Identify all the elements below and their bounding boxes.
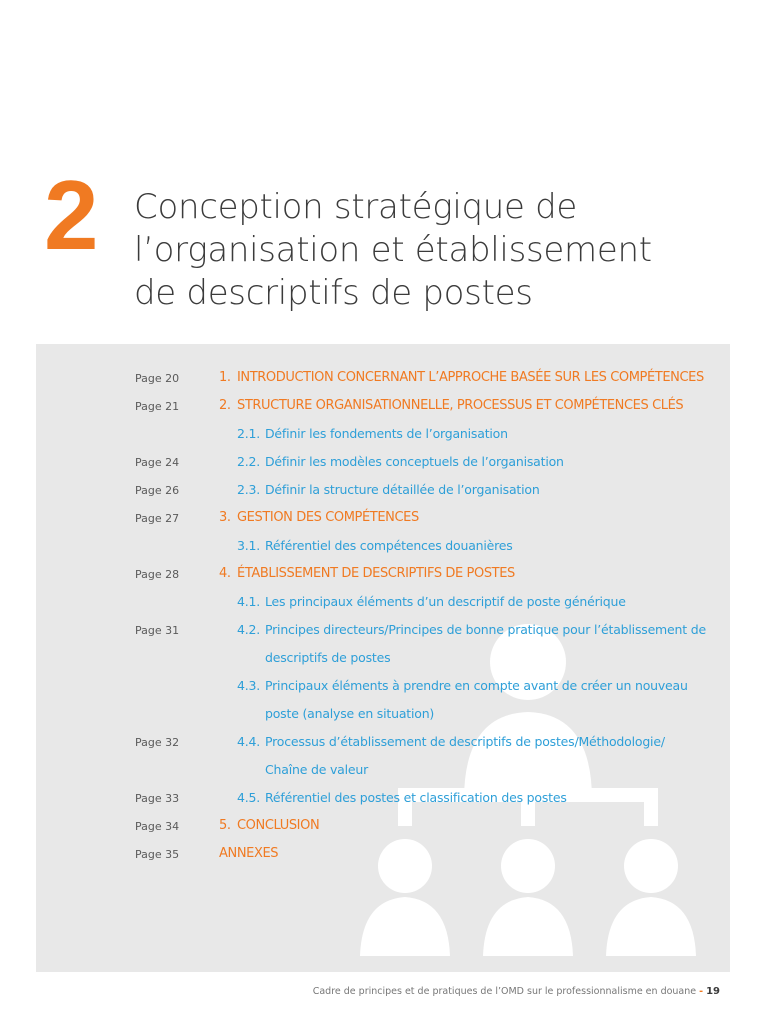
toc-number: 4.1. [237,594,261,609]
chapter-number: 2 [44,160,97,270]
toc-page-ref: Page 21 [135,400,180,413]
toc-title: ÉTABLISSEMENT DE DESCRIPTIFS DE POSTES [237,566,515,581]
toc-title: Chaîne de valeur [265,762,369,777]
toc-title: Principes directeurs/Principes de bonne pratique pour l’établissement de [265,622,706,637]
toc-number: 4.3. [237,678,261,693]
toc-number: 2.2. [237,454,261,469]
footer-text: Cadre de principes et de pratiques de l’OMD sur le professionnalisme en douane [312,986,697,997]
toc-entry[interactable] [36,592,730,612]
toc-entry[interactable] [36,620,730,640]
toc-title: ANNEXES [219,846,279,861]
toc-number: 2.1. [237,426,261,441]
toc-entry[interactable] [36,368,730,388]
toc-page-ref: Page 24 [135,456,180,469]
toc-entry[interactable] [36,704,730,724]
page-footer [313,986,720,997]
toc-number: 4.4. [237,734,261,749]
toc-entry[interactable] [36,816,730,836]
toc-entry[interactable] [36,564,730,584]
chapter-title [134,186,734,315]
toc-page-ref: Page 26 [135,484,180,497]
toc-entry[interactable] [36,844,730,864]
toc-page-ref: Page 31 [135,624,180,637]
toc-number: 3. [219,510,231,525]
toc-title: Référentiel des postes et classification des postes [265,790,567,805]
toc-entry[interactable] [36,396,730,416]
toc-number: 2.3. [237,482,261,497]
toc-page-ref: Page 28 [135,568,180,581]
toc-title: Les principaux éléments d’un descriptif de poste générique [265,594,626,609]
toc-entry[interactable] [36,732,730,752]
toc-entry[interactable] [36,480,730,500]
toc-number: 1. [219,370,231,385]
toc-title: Définir les modèles conceptuels de l’organisation [265,454,564,469]
toc-page-ref: Page 35 [135,848,180,861]
toc-title: Processus d’établissement de descriptifs de postes/Méthodologie/ [265,734,665,749]
toc-number: 4. [219,566,231,581]
toc-number: 4.2. [237,622,261,637]
toc-entry[interactable] [36,452,730,472]
toc-entry[interactable] [36,536,730,556]
toc-title: Définir les fondements de l’organisation [265,426,508,441]
toc-title: STRUCTURE ORGANISATIONNELLE, PROCESSUS ET COMPÉTENCES CLÉS [237,398,684,413]
chapter-title-line: l’organisation et établissement [134,230,652,270]
table-of-contents [36,344,730,972]
toc-page-ref: Page 34 [135,820,180,833]
page-number: 19 [706,986,720,997]
toc-page-ref: Page 27 [135,512,180,525]
footer-separator: - [699,986,704,997]
toc-title: CONCLUSION [237,818,320,833]
toc-title: GESTION DES COMPÉTENCES [237,510,419,525]
toc-title: Définir la structure détaillée de l’organisation [265,482,540,497]
toc-entry[interactable] [36,508,730,528]
chapter-title-line: de descriptifs de postes [134,273,533,313]
toc-entry[interactable] [36,648,730,668]
toc-page-ref: Page 20 [135,372,180,385]
toc-entry[interactable] [36,424,730,444]
toc-entry[interactable] [36,676,730,696]
toc-page-ref: Page 33 [135,792,180,805]
toc-entry[interactable] [36,760,730,780]
toc-title: Référentiel des compétences douanières [265,538,513,553]
toc-page-ref: Page 32 [135,736,180,749]
toc-title: descriptifs de postes [265,650,391,665]
toc-number: 2. [219,398,231,413]
toc-title: INTRODUCTION CONCERNANT L’APPROCHE BASÉE SUR LES COMPÉTENCES [237,370,704,385]
toc-number: 3.1. [237,538,261,553]
toc-title: poste (analyse en situation) [265,706,435,721]
toc-title: Principaux éléments à prendre en compte avant de créer un nouveau [265,678,688,693]
toc-number: 4.5. [237,790,261,805]
toc-entry[interactable] [36,788,730,808]
chapter-title-line: Conception stratégique de [134,187,578,227]
toc-number: 5. [219,818,231,833]
